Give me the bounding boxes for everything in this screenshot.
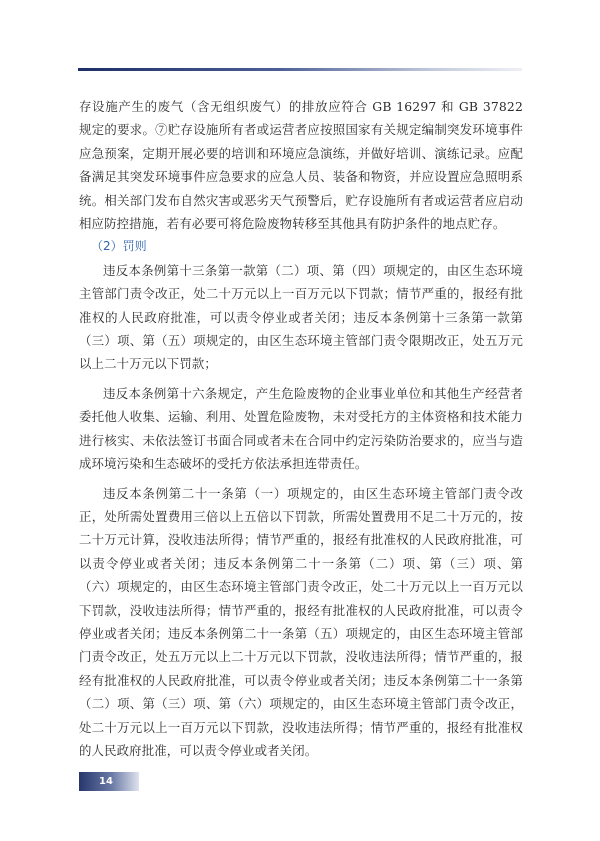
paragraph-storage-requirements: 存设施产生的废气（含无组织废气）的排放应符合 GB 16297 和 GB 37822 规定的要求。⑦贮存设施所有者或运营者应按照国家有关规定编制突发环境事件应急预案，定期开展必要的培训和环境应急演练，并做好培训、演练记录。应配备满足其突发环境事件应急要求的应急人员、装备和物资，并应设置应急照明系统。相关部门发布自然灾害或恶劣天气预警后，贮存设施所有者或运营者应启动相应防控措施，若有必要可将危险废物转移至其他具有防护条件的地点贮存。 xyxy=(79,99,523,232)
paragraph-article-13: 违反本条例第十三条第一款第（二）项、第（四）项规定的，由区生态环境主管部门责令改正，处二十万元以上一百万元以下罚款；情节严重的，报经有批准权的人民政府批准，可以责令停业或者关闭；违反本条例第十三条第一款第（三）项、第（五）项规定的，由区生态环境主管部门责令限期改正，处五万元以上二十万元以下罚款； xyxy=(79,262,523,372)
section-heading-penalties: （2）罚则 xyxy=(91,239,147,254)
paragraph-article-21: 违反本条例第二十一条第（一）项规定的，由区生态环境主管部门责令改正，处所需处置费用三倍以上五倍以下罚款，所需处置费用不足二十万元的，按二十万元计算，没收违法所得；情节严重的，报经有批准权的人民政府批准，可以责令停业或者关闭；违反本条例第二十一条第（二）项、第（三）项、第（六）项规定的，由区生态环境主管部门责令改正，处二十万元以上一百万元以下罚款，没收违法所得；情节严重的，报经有批准权的人民政府批准，可以责令停业或者关闭；违反本条例第二十一条第（五）项规定的，由区生态环境主管部门责令改正，处五万元以上二十万元以下罚款，没收违法所得；情节严重的，报经有批准权的人民政府批准，可以责令停业或者关闭；违反本条例第二十一条第（二）项、第（三）项、第（六）项规定的，由区生态环境主管部门责令改正，处二十万元以上一百万元以下罚款，没收违法所得；情节严重的，报经有批准权的人民政府批准，可以责令停业或者关闭。 xyxy=(79,485,523,758)
header-rule xyxy=(78,68,522,71)
page-number-badge: 14 xyxy=(79,772,139,791)
paragraph-article-16: 违反本条例第十六条规定，产生危险废物的企业事业单位和其他生产经营者委托他人收集、运输、利用、处置危险废物，未对受托方的主体资格和技术能力进行核实、未依法签订书面合同或者未在合同中约定污染防治要求的，应当与造成环境污染和生态破坏的受托方依法承担连带责任。 xyxy=(79,385,523,472)
page-body xyxy=(79,95,523,762)
